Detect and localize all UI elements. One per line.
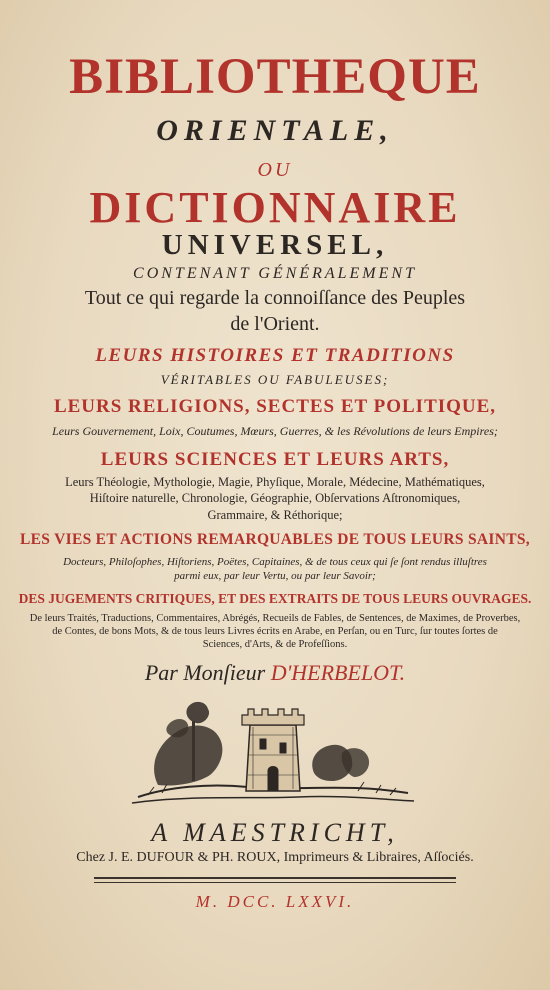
- text-parmi-eux: parmi eux, par leur Vertu, ou par leur Savoir;: [174, 570, 376, 582]
- title-universel: UNIVERSEL,: [161, 229, 389, 261]
- title-dictionnaire: DICTIONNAIRE: [89, 183, 461, 232]
- author-line: [0, 662, 550, 684]
- printer-suffix: Imprimeurs & Libraires, Aſſociés.: [280, 850, 474, 865]
- heading-religions: LEURS RELIGIONS, SECTES ET POLITIQUE,: [53, 396, 497, 417]
- text-traites: De leurs Traités, Traductions, Commentaires, Abrégés, Recueils de Fables, de Sentences, de Maximes, de Proverbes,: [29, 613, 521, 624]
- text-grammaire: Grammaire, & Réthorique;: [207, 508, 343, 522]
- subtitle-contenant: CONTENANT GÉNÉRALEMENT: [133, 265, 417, 282]
- tower-vignette-icon: [128, 695, 418, 811]
- author-prefix: Par Monſieur: [144, 660, 271, 685]
- heading-jugements: DES JUGEMENTS CRITIQUES, ET DES EXTRAITS DE TOUS LEURS OUVRAGES.: [18, 591, 532, 606]
- title-ou: OU: [257, 159, 293, 181]
- subheading-veritables: VÉRITABLES OU FABULEUSES;: [160, 372, 390, 387]
- heading-sciences: LEURS SCIENCES ET LEURS ARTS,: [100, 449, 450, 470]
- text-docteurs: Docteurs, Philoſophes, Hiſtoriens, Poëtes, Capitaines, & de tous ceux qui ſe ſont rendus illuſtres: [63, 556, 487, 568]
- heading-vies: LES VIES ET ACTIONS REMARQUABLES DE TOUS LEURS SAINTS,: [20, 531, 530, 548]
- title-bibliotheque: BIBLIOTHEQUE: [69, 49, 481, 105]
- divider-rule-thin: [94, 882, 456, 883]
- text-sciences-arts: Sciences, d'Arts, & de Profeſſions.: [202, 639, 348, 650]
- author-name: D'HERBELOT.: [270, 660, 406, 685]
- subtitle-orient: de l'Orient.: [230, 313, 320, 335]
- printer-prefix: Chez: [76, 850, 109, 865]
- printer-line: [0, 851, 550, 865]
- heading-histoires: LEURS HISTOIRES ET TRADITIONS: [95, 345, 455, 366]
- place-maestricht: A MAESTRICHT,: [151, 818, 399, 847]
- text-theologie: Leurs Théologie, Mythologie, Magie, Phyſique, Morale, Médecine, Mathématiques,: [65, 475, 485, 489]
- text-histoire-naturelle: Hiſtoire naturelle, Chronologie, Géographie, Obſervations Aſtronomiques,: [89, 491, 461, 505]
- subtitle-tout-ce-qui: Tout ce qui regarde la connoiſſance des Peuples: [84, 287, 466, 309]
- title-orientale: ORIENTALE,: [156, 114, 394, 147]
- divider-rule: [94, 877, 456, 879]
- printer-names: J. E. DUFOUR & PH. ROUX,: [108, 850, 281, 865]
- text-gouvernement: Leurs Gouvernement, Loix, Coutumes, Mœurs, Guerres, & les Révolutions de leurs Empires;: [52, 424, 498, 438]
- imprint-date: M. DCC. LXXVI.: [195, 892, 355, 911]
- text-contes: de Contes, de bons Mots, & de tous leurs Livres écrits en Arabe, en Perſan, ou en Turc, ſur toutes ſortes de: [52, 626, 498, 637]
